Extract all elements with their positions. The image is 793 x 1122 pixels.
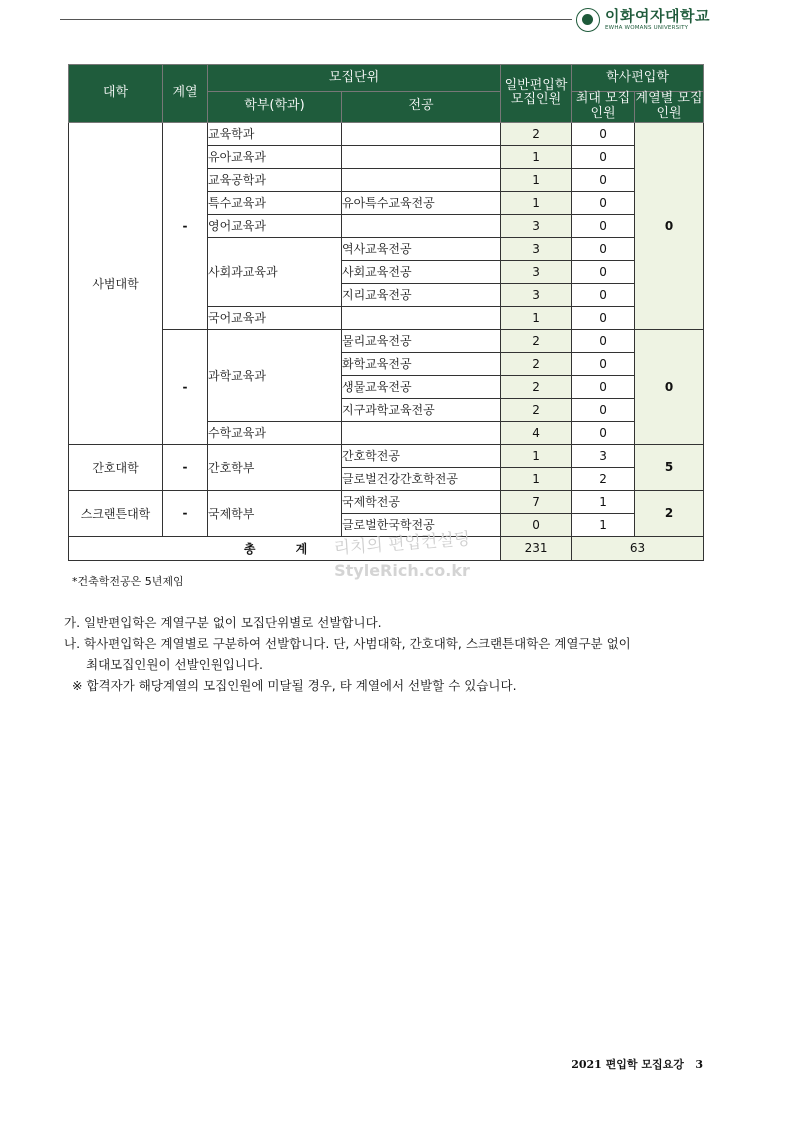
general-count: 4 — [501, 421, 572, 444]
dept-cell: 국어교육과 — [208, 306, 342, 329]
general-count: 1 — [501, 444, 572, 467]
major-cell — [342, 168, 501, 191]
general-count: 3 — [501, 237, 572, 260]
university-seal-icon — [576, 8, 600, 32]
major-cell: 간호학전공 — [342, 444, 501, 467]
dept-cell: 사회과교육과 — [208, 237, 342, 306]
major-cell: 역사교육전공 — [342, 237, 501, 260]
note-item: 가. 일반편입학은 계열구분 없이 모집단위별로 선발합니다. — [64, 615, 382, 630]
max-quota: 2 — [572, 467, 635, 490]
max-quota: 0 — [572, 260, 635, 283]
major-cell: 유아특수교육전공 — [342, 191, 501, 214]
major-cell: 글로벌한국학전공 — [342, 513, 501, 536]
general-count: 2 — [501, 352, 572, 375]
general-count: 1 — [501, 306, 572, 329]
max-quota: 0 — [572, 191, 635, 214]
max-quota: 0 — [572, 306, 635, 329]
major-cell: 화학교육전공 — [342, 352, 501, 375]
max-quota: 0 — [572, 375, 635, 398]
division-dash: - — [163, 490, 208, 536]
dept-cell: 국제학부 — [208, 490, 342, 536]
general-count: 0 — [501, 513, 572, 536]
header-division: 계열 — [163, 65, 208, 123]
general-count: 2 — [501, 375, 572, 398]
division-quota: 0 — [635, 122, 704, 329]
table-row — [69, 329, 704, 352]
page-footer — [571, 1056, 703, 1072]
college-scranton: 스크랜튼대학 — [69, 490, 163, 536]
max-quota: 0 — [572, 421, 635, 444]
max-quota: 0 — [572, 398, 635, 421]
dept-cell: 유아교육과 — [208, 145, 342, 168]
header-rule — [60, 19, 572, 20]
major-cell: 지구과학교육전공 — [342, 398, 501, 421]
general-count: 3 — [501, 260, 572, 283]
footer-text: 2021 편입학 모집요강 — [571, 1058, 684, 1071]
page-number: 3 — [695, 1058, 703, 1071]
max-quota: 0 — [572, 237, 635, 260]
university-name-en: EWHA WOMANS UNIVERSITY — [605, 24, 689, 31]
max-quota: 0 — [572, 168, 635, 191]
max-quota: 0 — [572, 214, 635, 237]
header-max-quota: 최대 모집인원 — [572, 92, 635, 123]
university-logo — [576, 6, 710, 34]
recruitment-table — [68, 64, 704, 561]
general-count: 1 — [501, 191, 572, 214]
major-cell: 생물교육전공 — [342, 375, 501, 398]
major-cell: 물리교육전공 — [342, 329, 501, 352]
max-quota: 0 — [572, 122, 635, 145]
dept-cell: 특수교육과 — [208, 191, 342, 214]
division-quota: 0 — [635, 329, 704, 444]
dept-cell: 수학교육과 — [208, 421, 342, 444]
max-quota: 0 — [572, 145, 635, 168]
dept-cell: 영어교육과 — [208, 214, 342, 237]
max-quota: 0 — [572, 283, 635, 306]
major-cell — [342, 145, 501, 168]
footnote: *건축학전공은 5년제임 — [72, 575, 184, 588]
max-quota: 0 — [572, 329, 635, 352]
dept-cell: 교육학과 — [208, 122, 342, 145]
general-count: 2 — [501, 122, 572, 145]
table-row — [69, 122, 704, 145]
major-cell: 지리교육전공 — [342, 283, 501, 306]
major-cell — [342, 306, 501, 329]
dept-cell: 교육공학과 — [208, 168, 342, 191]
header-college: 대학 — [69, 65, 163, 123]
total-bachelor: 63 — [572, 536, 704, 560]
general-count: 3 — [501, 214, 572, 237]
total-general: 231 — [501, 536, 572, 560]
major-cell — [342, 421, 501, 444]
university-name: 이화여자대학교 — [605, 6, 710, 25]
general-count: 1 — [501, 145, 572, 168]
college-nursing: 간호대학 — [69, 444, 163, 490]
note-item: ※ 합격자가 해당계열의 모집인원에 미달될 경우, 타 계열에서 선발할 수 있습니다. — [72, 678, 517, 693]
general-count: 2 — [501, 398, 572, 421]
division-dash: - — [163, 444, 208, 490]
division-quota: 5 — [635, 444, 704, 490]
total-label: 총 계 — [69, 536, 501, 560]
header-department: 학부(학과) — [208, 92, 342, 123]
table-row — [69, 490, 704, 513]
watermark-korean: 리치의 편입컨설팅 — [333, 529, 471, 559]
major-cell: 국제학전공 — [342, 490, 501, 513]
header-division-quota: 계열별 모집인원 — [635, 91, 703, 121]
note-item: 최대모집인원이 선발인원입니다. — [86, 657, 263, 672]
major-cell: 사회교육전공 — [342, 260, 501, 283]
table-row — [69, 444, 704, 467]
watermark — [322, 529, 482, 580]
major-cell — [342, 214, 501, 237]
notes — [64, 612, 744, 696]
general-count: 3 — [501, 283, 572, 306]
watermark-english: StyleRich.co.kr — [334, 561, 470, 580]
header-bachelor-transfer: 학사편입학 — [572, 65, 704, 92]
max-quota: 3 — [572, 444, 635, 467]
dept-cell: 과학교육과 — [208, 329, 342, 421]
division-quota: 2 — [635, 490, 704, 536]
general-count: 1 — [501, 467, 572, 490]
major-cell — [342, 122, 501, 145]
general-count: 7 — [501, 490, 572, 513]
header-recruit-unit: 모집단위 — [208, 65, 501, 92]
general-count: 2 — [501, 329, 572, 352]
college-education: 사범대학 — [69, 122, 163, 444]
max-quota: 1 — [572, 490, 635, 513]
header-major: 전공 — [342, 92, 501, 123]
dept-cell: 간호학부 — [208, 444, 342, 490]
division-dash: - — [163, 329, 208, 444]
note-item: 나. 학사편입학은 계열별로 구분하여 선발합니다. 단, 사범대학, 간호대학, 스크랜튼대학은 계열구분 없이 — [64, 636, 631, 651]
max-quota: 1 — [572, 513, 635, 536]
major-cell: 글로벌건강간호학전공 — [342, 467, 501, 490]
division-dash: - — [163, 122, 208, 329]
general-count: 1 — [501, 168, 572, 191]
max-quota: 0 — [572, 352, 635, 375]
header-general-transfer: 일반편입학 모집인원 — [501, 65, 572, 123]
